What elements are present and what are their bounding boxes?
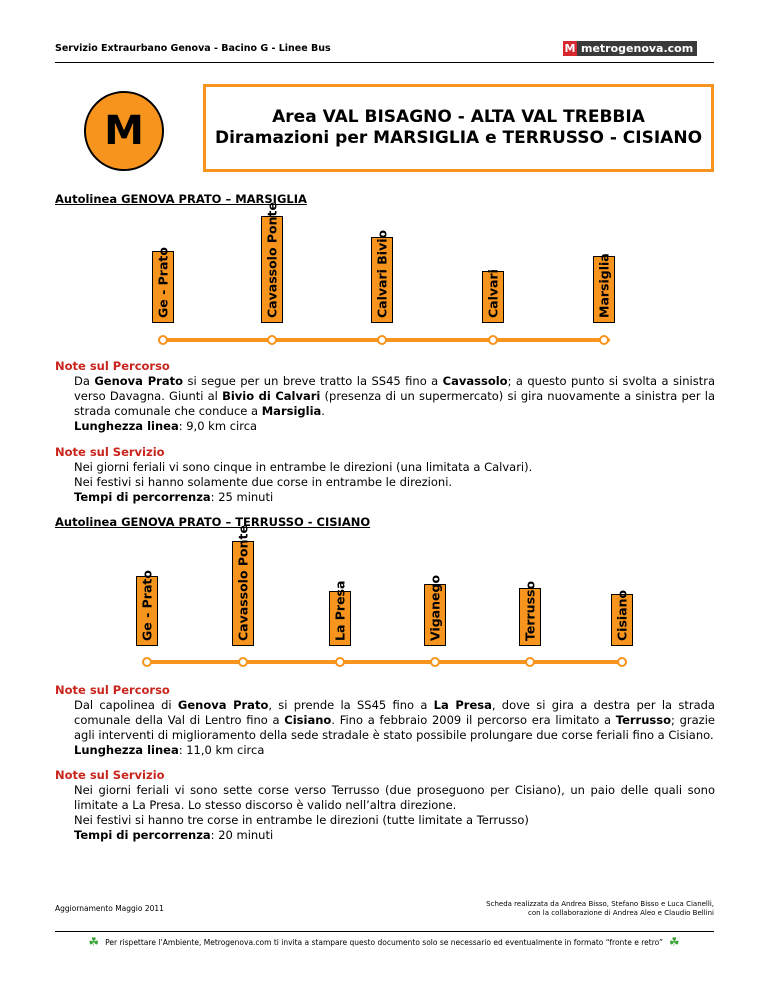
- route2-stop-dot: [142, 657, 152, 667]
- route1-percorso-heading: Note sul Percorso: [55, 359, 170, 373]
- route2-lunghezza-value: : 11,0 km circa: [178, 743, 265, 757]
- route2-stop-dot: [430, 657, 440, 667]
- route2-stop-label: Cavassolo Ponte: [232, 541, 254, 646]
- route2-title: Autolinea GENOVA PRATO – TERRUSSO - CISIANO: [55, 515, 371, 529]
- title-line-2: Diramazioni per MARSIGLIA e TERRUSSO - CISIANO: [214, 128, 703, 148]
- route1-stop-dot: [599, 335, 609, 345]
- route1-stop-label: Ge - Prato: [152, 251, 174, 323]
- route1-stop-label: Cavassolo Ponte: [261, 216, 283, 323]
- footer-credits: [486, 900, 714, 918]
- route2-stop-label: Viganego: [424, 584, 446, 646]
- leaf-icon: ☘: [88, 935, 100, 949]
- route2-line: [147, 660, 627, 664]
- route1-lunghezza-label: Lunghezza linea: [74, 419, 179, 433]
- route2-stop-dot: [335, 657, 345, 667]
- line-badge: M: [84, 91, 164, 171]
- route2-tempi-label: Tempi di percorrenza: [74, 828, 211, 842]
- route1-stop-dot: [267, 335, 277, 345]
- route2-lunghezza-label: Lunghezza linea: [74, 743, 179, 757]
- route1-stop-dot: [488, 335, 498, 345]
- route1-stop-label: Marsiglia: [593, 256, 615, 323]
- route1-stop-label: Calvari: [482, 271, 504, 323]
- route2-stop-label: Terrusso: [519, 588, 541, 646]
- route1-tempi-label: Tempi di percorrenza: [74, 490, 211, 504]
- footer-env-text: Per rispettare l’Ambiente, Metrogenova.com ti invita a stampare questo documento solo se necessario ed eventualmente in formato “fronte e retro”: [105, 937, 663, 947]
- logo-letter: M: [564, 42, 576, 55]
- route2-stop-label: La Presa: [329, 591, 351, 646]
- footer-credits-line1: Scheda realizzata da Andrea Bisso, Stefano Bisso e Luca Cianelli,: [486, 900, 714, 908]
- route2-servizio-line1: Nei giorni feriali vi sono sette corse verso Terrusso (due proseguono per Cisiano), un paio delle quali sono limitate a La Presa. Lo stesso discorso è valido nell’altra direzione.: [74, 783, 715, 812]
- route2-servizio-text: [74, 783, 715, 843]
- route1-lunghezza-value: : 9,0 km circa: [178, 419, 258, 433]
- metrogenova-logo[interactable]: [563, 41, 697, 56]
- route1-tempi-value: : 25 minuti: [210, 490, 274, 504]
- leaf-icon: ☘: [668, 935, 680, 949]
- route1-title: Autolinea GENOVA PRATO – MARSIGLIA: [55, 192, 307, 206]
- route1-servizio-heading: Note sul Servizio: [55, 445, 165, 459]
- route2-percorso-text: Dal capolinea di Genova Prato, si prende la SS45 fino a La Presa, dove si gira a destra per la strada comunale della Val di Lentro fino a Cisiano. Fino a febbraio 2009 il percorso era limitato a Terrusso; grazie agli interventi di miglioramento della sede stradale è stato possibile prolungare due corse feriali fino a Cisiano. Lunghezza linea: 11,0 km circa: [74, 698, 715, 757]
- footer-env-note: [0, 935, 768, 949]
- route2-tempi-value: : 20 minuti: [210, 828, 274, 842]
- route1-servizio-text: [74, 460, 715, 505]
- route2-stop-dot: [617, 657, 627, 667]
- title-box: [203, 84, 714, 172]
- header-title: Servizio Extraurbano Genova - Bacino G - Linee Bus: [55, 43, 331, 54]
- route1-stop-dot: [377, 335, 387, 345]
- route2-servizio-line2: Nei festivi si hanno tre corse in entrambe le direzioni (tutte limitate a Terrusso): [74, 813, 529, 827]
- route2-stop-dot: [525, 657, 535, 667]
- footer-credits-line2: con la collaborazione di Andrea Aleo e Claudio Bellini: [527, 909, 714, 917]
- route1-servizio-line2: Nei festivi si hanno solamente due corse in entrambe le direzioni.: [74, 475, 453, 489]
- route1-stop-label: Calvari Bivio: [371, 237, 393, 323]
- logo-text: metrogenova.com: [577, 41, 697, 56]
- route2-stop-label: Ge - Prato: [136, 576, 158, 646]
- title-line-1: Area VAL BISAGNO - ALTA VAL TREBBIA: [272, 107, 645, 127]
- route2-servizio-heading: Note sul Servizio: [55, 768, 165, 782]
- header-rule: [55, 62, 714, 63]
- route1-servizio-line1: Nei giorni feriali vi sono cinque in entrambe le direzioni (una limitata a Calvari).: [74, 460, 533, 474]
- route2-stop-label: Cisiano: [611, 594, 633, 646]
- footer-update: Aggiornamento Maggio 2011: [55, 904, 164, 913]
- footer-rule: [55, 931, 714, 932]
- route1-percorso-text: Da Genova Prato si segue per un breve tratto la SS45 fino a Cavassolo; a questo punto si svolta a sinistra verso Davagna. Giunti al Bivio di Calvari (presenza di un supermercato) si gira nuovamente a sinistra per la strada comunale che conduce a Marsiglia. Lunghezza linea: 9,0 km circa: [74, 374, 716, 433]
- route2-percorso-heading: Note sul Percorso: [55, 683, 170, 697]
- route2-stop-dot: [238, 657, 248, 667]
- route1-stop-dot: [158, 335, 168, 345]
